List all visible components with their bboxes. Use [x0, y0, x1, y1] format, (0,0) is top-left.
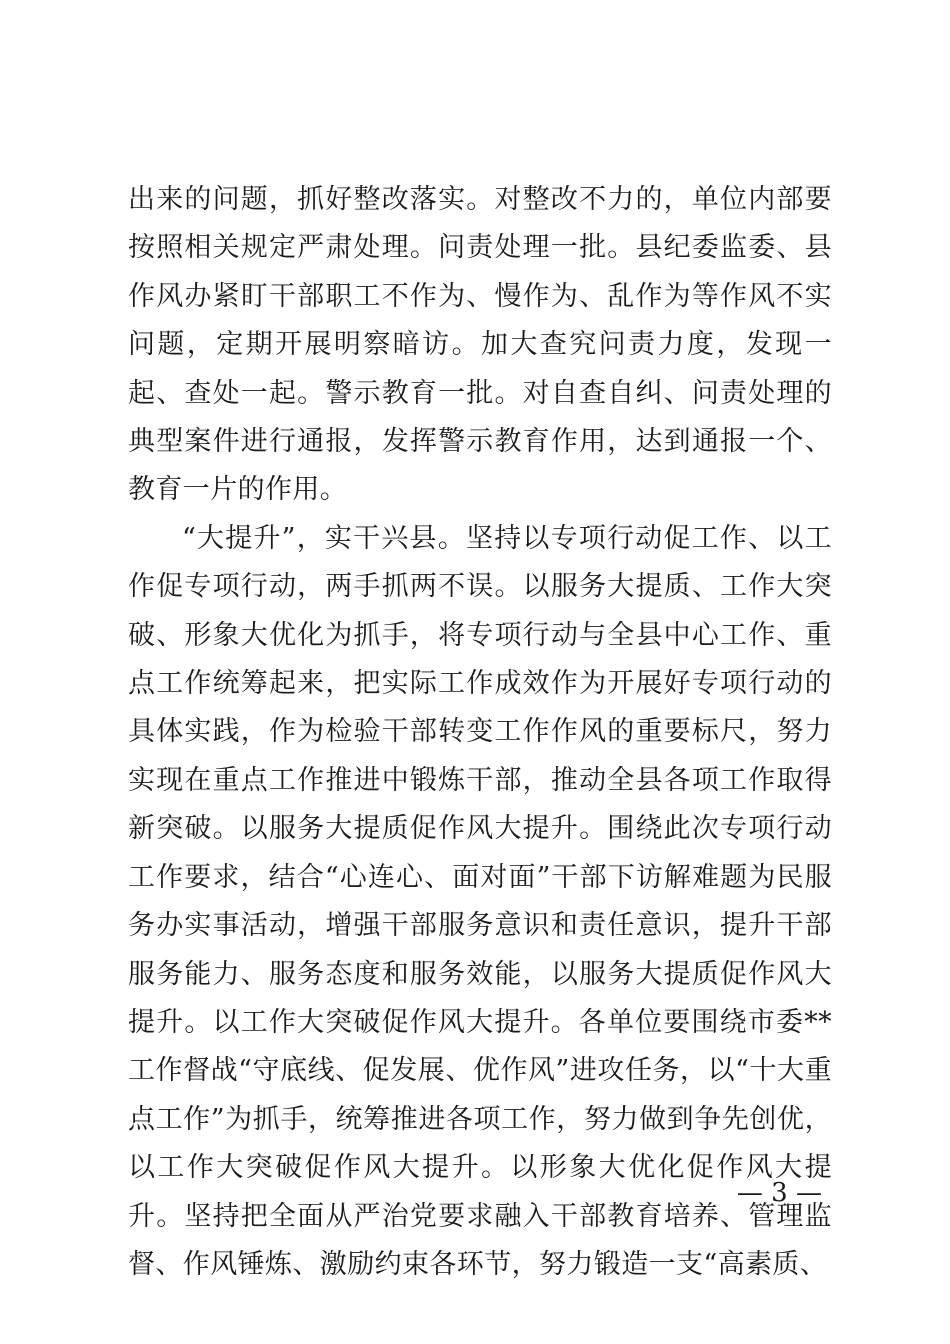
paragraph-1: 出来的问题，抓好整改落实。对整改不力的，单位内部要按照相关规定严肃处理。问责处理一批。县纪委监委、县作风办紧盯干部职工不作为、慢作为、乱作为等作风不实问题，定期开展明察暗访。加大查究问责力度，发现一起、查处一起。警示教育一批。对自查自纠、问责处理的典型案件进行通报，发挥警示教育作用，达到通报一个、教育一片的作用。: [128, 184, 832, 506]
document-body: [128, 176, 832, 1289]
page-number: — 3 —: [736, 1178, 822, 1208]
paragraph-2: “大提升”，实干兴县。坚持以专项行动促工作、以工作促专项行动，两手抓两不误。以服务大提质、工作大突破、形象大优化为抓手，将专项行动与全县中心工作、重点工作统筹起来，把实际工作成效作为开展好专项行动的具体实践，作为检验干部转变工作作风的重要标尺，努力实现在重点工作推进中锻炼干部，推动全县各项工作取得新突破。以服务大提质促作风大提升。围绕此次专项行动工作要求，结合“心连心、面对面”干部下访解难题为民服务办实事活动，增强干部服务意识和责任意识，提升干部服务能力、服务态度和服务效能，以服务大提质促作风大提升。以工作大突破促作风大提升。各单位要围绕市委**工作督战“守底线、促发展、优作风”进攻任务，以“十大重点工作”为抓手，统筹推进各项工作，努力做到争先创优，以工作大突破促作风大提升。以形象大优化促作风大提升。坚持把全面从严治党要求融入干部教育培养、管理监督、作风锤炼、激励约束各环节，努力锻造一支“高素质、: [128, 522, 832, 1280]
